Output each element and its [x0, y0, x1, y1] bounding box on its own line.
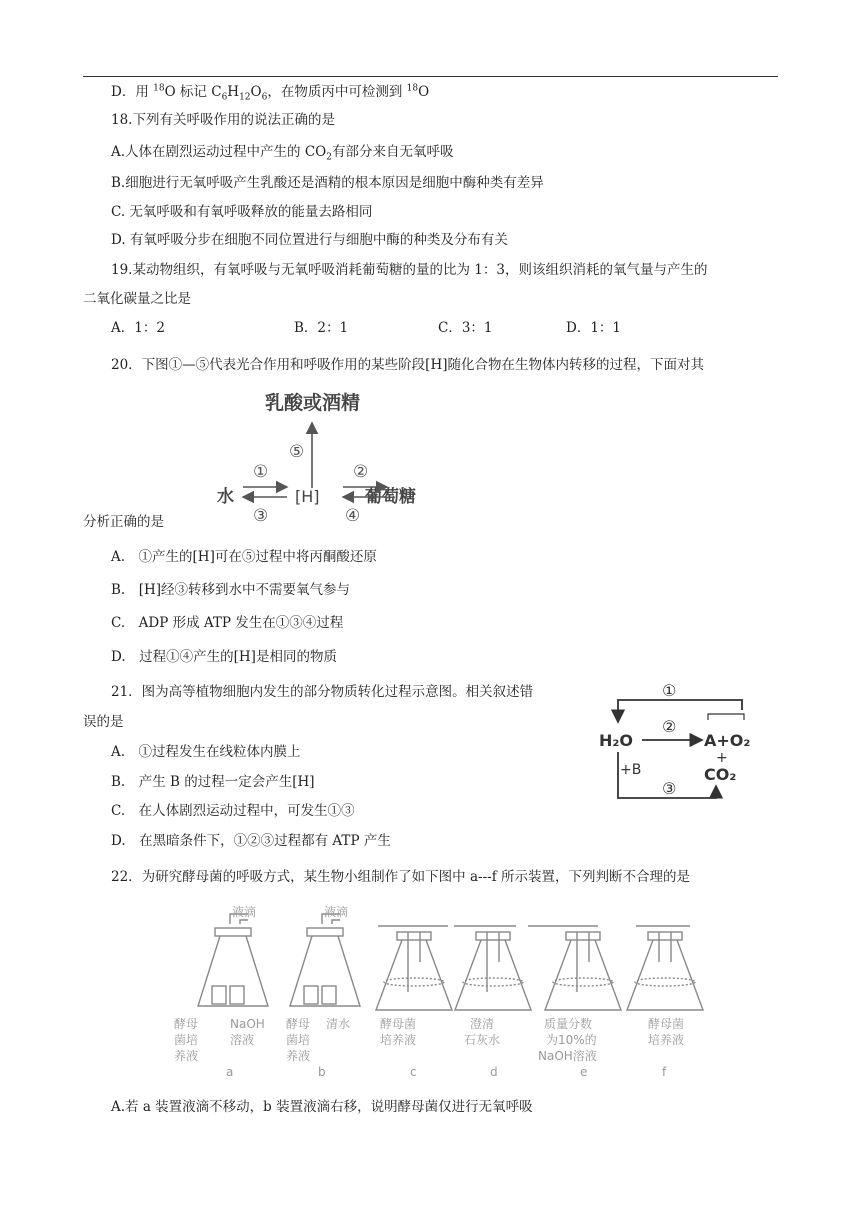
q20-diagram: [205, 385, 416, 527]
q21-option-c: C. 在人体剧烈运动过程中，可发生①③: [111, 803, 355, 819]
flask-e-line-2: 为10%的: [546, 1033, 597, 1047]
flask-e: [528, 926, 621, 1010]
droplet-label-b: 液滴: [324, 905, 349, 919]
flask-c-letter: c: [410, 1065, 417, 1079]
q20-right-label: 葡萄糖: [365, 487, 416, 507]
q20-top-label: 乳酸或酒精: [265, 392, 361, 414]
q20-option-c: C. ADP 形成 ATP 发生在①③④过程: [111, 615, 344, 631]
num-5: ⑤: [289, 442, 305, 462]
flask-b-right-1: 清水: [326, 1017, 351, 1031]
num-3: ③: [662, 779, 677, 798]
flask-a-left-2: 菌培: [174, 1033, 199, 1047]
flask-f: [627, 926, 703, 1010]
flask-b-left-3: 养液: [286, 1049, 311, 1063]
flask-e-line-3: NaOH溶液: [538, 1049, 597, 1063]
num-2: ②: [353, 462, 369, 482]
q18-option-c: C. 无氧呼吸和有氧呼吸释放的能量去路相同: [111, 204, 373, 220]
flask-c-line-1: 酵母菌: [380, 1017, 417, 1031]
arrow-1: [618, 700, 742, 722]
flask-c-line-2: 培养液: [380, 1033, 417, 1047]
h2o-label: H₂O: [599, 731, 633, 750]
q21-diagram: [594, 678, 764, 806]
q22-apparatus-diagram: [174, 902, 710, 1080]
q20-center-label: [H]: [295, 487, 320, 506]
q21-stem-line1: 21．图为高等植物细胞内发生的部分物质转化过程示意图。相关叙述错: [111, 684, 534, 700]
b-label: +B: [620, 762, 642, 778]
num-1: ①: [253, 462, 269, 482]
header-rule: [83, 76, 778, 77]
flask-d-line-1: 澄清: [470, 1017, 495, 1031]
q19-option-c: C．3：1: [438, 320, 493, 336]
flask-b-letter: b: [318, 1065, 326, 1079]
q20-option-a: A. ①产生的[H]可在⑤过程中将丙酮酸还原: [111, 549, 377, 565]
flask-d-line-2: 石灰水: [464, 1033, 501, 1047]
ao2-label: A+O₂: [704, 731, 751, 750]
q20-stem-line1: 20．下图①—⑤代表光合作用和呼吸作用的某些阶段[H]随化合物在生物体内转移的过程，下面对其: [111, 357, 704, 373]
num-4: ④: [345, 506, 361, 526]
flask-b-left-2: 菌培: [286, 1033, 311, 1047]
q18-stem: 18.下列有关呼吸作用的说法正确的是: [111, 112, 335, 128]
q18-option-b: B.细胞进行无氧呼吸产生乳酸还是酒精的根本原因是细胞中酶种类有差异: [111, 175, 544, 191]
flask-c: [376, 926, 452, 1010]
q21-option-a: A. ①过程发生在线粒体内膜上: [111, 744, 301, 760]
flask-a-right-1: NaOH: [230, 1017, 265, 1031]
q21-stem-line2: 误的是: [83, 714, 124, 730]
flask-a-letter: a: [226, 1065, 234, 1079]
num-3: ③: [253, 506, 269, 526]
q19-stem-line1: 19.某动物组织，有氧呼吸与无氧呼吸消耗葡萄糖的量的比为 1：3，则该组织消耗的氧气量与产生的: [111, 262, 708, 278]
flask-b: [290, 914, 360, 1006]
co2-label: CO₂: [704, 765, 737, 784]
flask-a-right-2: 溶液: [230, 1033, 255, 1047]
flask-d: [454, 926, 531, 1010]
q20-option-b: B. [H]经③转移到水中不需要氧气参与: [111, 582, 351, 598]
num-1: ①: [662, 681, 677, 700]
q21-option-b: B. 产生 B 的过程一定会产生[H]: [111, 774, 315, 790]
flask-f-line-2: 培养液: [648, 1033, 685, 1047]
flask-a: [198, 914, 268, 1006]
q22-option-a: A.若 a 装置液滴不移动，b 装置液滴右移，说明酵母菌仅进行无氧呼吸: [111, 1099, 533, 1115]
droplet-label-a: 液滴: [232, 905, 257, 919]
q18-option-a: A.人体在剧烈运动过程中产生的 $CO_2$有部分来自无氧呼吸: [111, 144, 454, 163]
flask-b-left-1: 酵母: [286, 1017, 311, 1031]
bracket: [708, 714, 744, 720]
q19-stem-line2: 二氧化碳量之比是: [83, 291, 191, 307]
plus-label: +: [716, 750, 728, 766]
flask-d-letter: d: [490, 1065, 498, 1079]
q20-stem-line2: 分析正确的是: [83, 514, 164, 530]
flask-e-line-1: 质量分数: [544, 1017, 593, 1031]
num-2: ②: [662, 717, 677, 736]
q19-option-b: B．2：1: [294, 320, 349, 336]
q19-option-d: D．1：1: [566, 320, 622, 336]
q17-option-d: D．用 $^{18}$O 标记 $C_6H_{12}O_6$，在物质丙中可检测到 $^{18}$O: [111, 83, 430, 103]
flask-f-line-1: 酵母菌: [648, 1017, 685, 1031]
flask-f-letter: f: [662, 1065, 667, 1079]
q18-option-d: D. 有氧呼吸分步在细胞不同位置进行与细胞中酶的种类及分布有关: [111, 232, 508, 248]
q20-left-label: 水: [217, 487, 234, 507]
flask-a-left-3: 养液: [174, 1049, 199, 1063]
q20-option-d: D. 过程①④产生的[H]是相同的物质: [111, 649, 337, 665]
q19-option-a: A．1：2: [111, 320, 165, 336]
flask-a-left-1: 酵母: [174, 1017, 199, 1031]
flask-e-letter: e: [580, 1065, 588, 1079]
q21-option-d: D. 在黑暗条件下，①②③过程都有 ATP 产生: [111, 833, 391, 849]
q22-stem: 22．为研究酵母菌的呼吸方式，某生物小组制作了如下图中 a---f 所示装置，下列判断不合理的是: [111, 869, 690, 885]
